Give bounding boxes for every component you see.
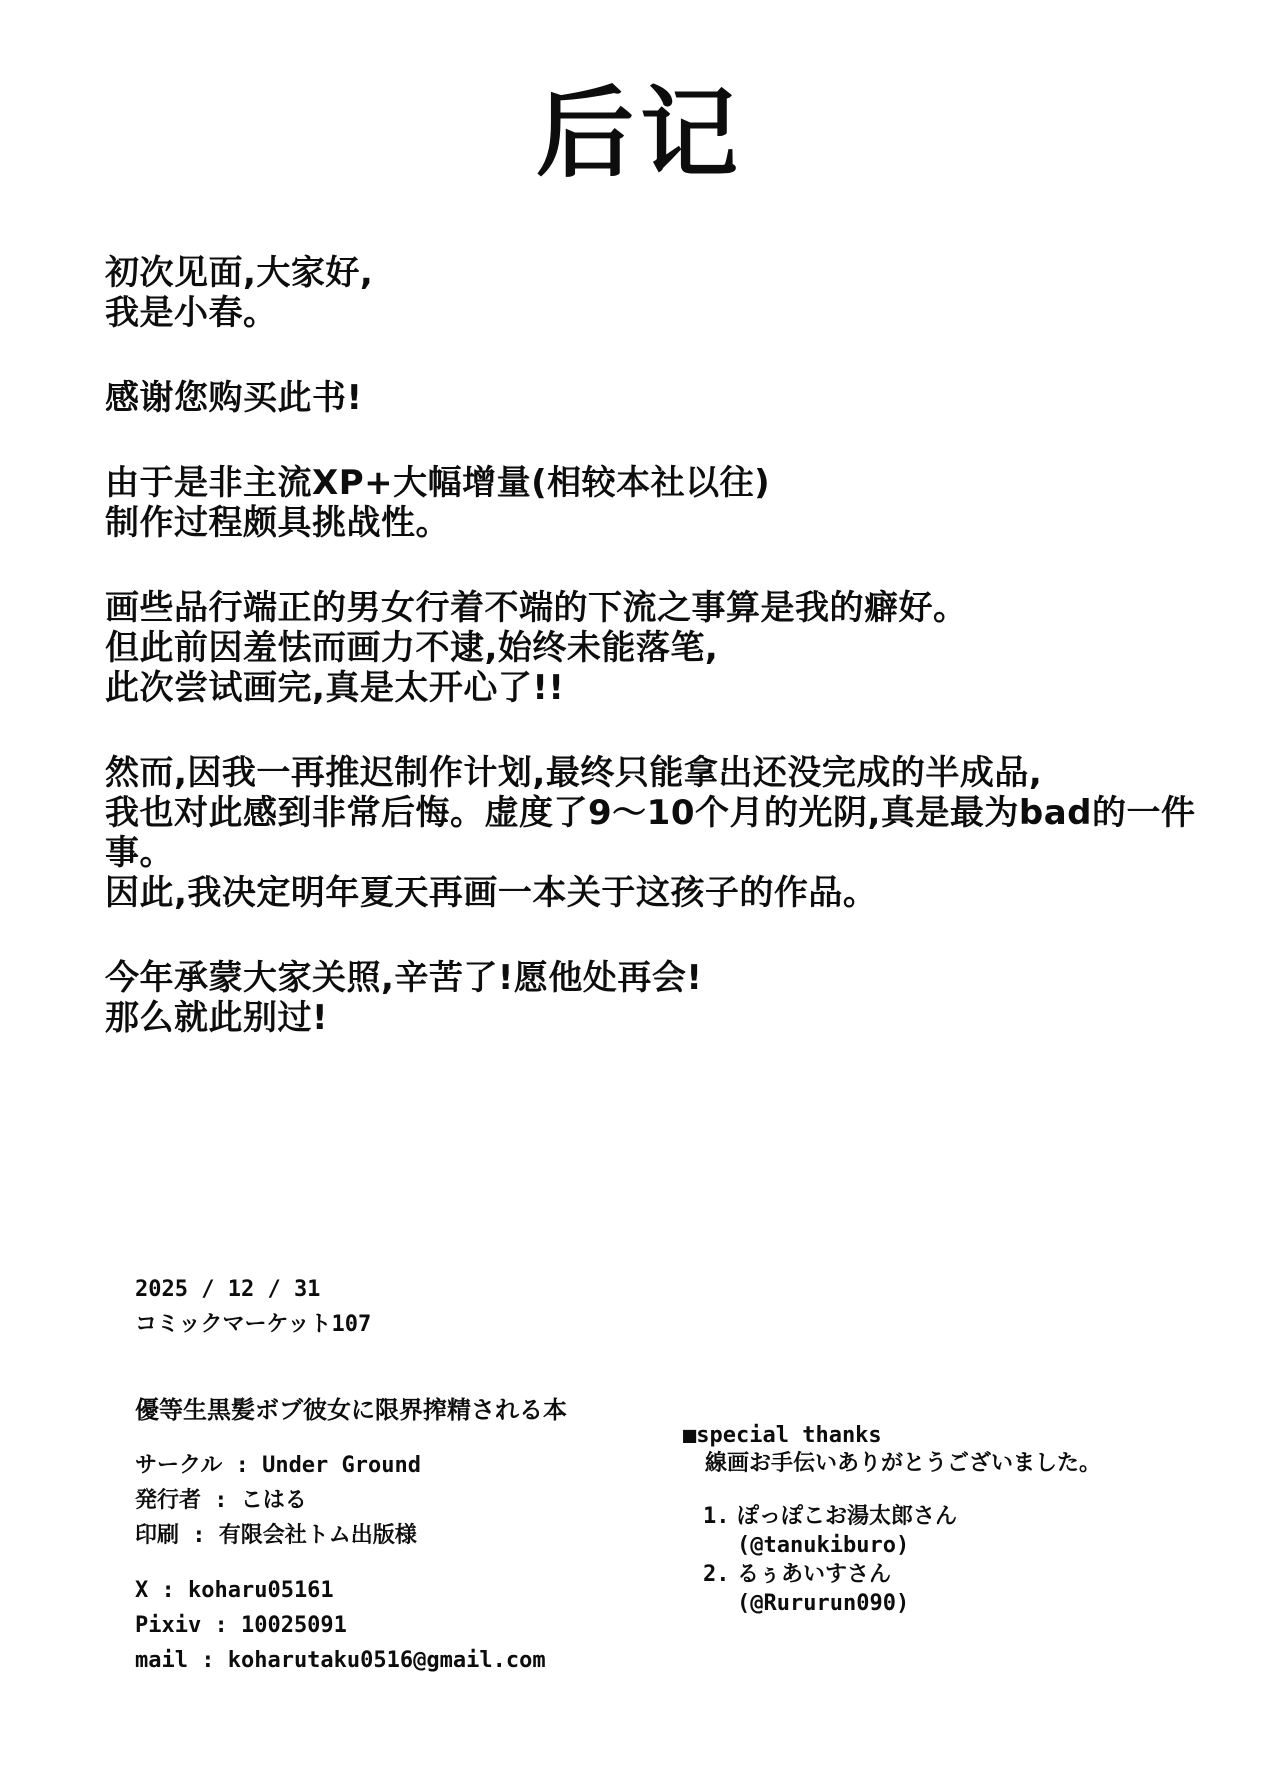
mail-address: mail : koharutaku0516@gmail.com bbox=[135, 1648, 546, 1673]
event-info bbox=[135, 1272, 567, 1342]
publisher-name: 発行者 : こはる bbox=[135, 1488, 307, 1513]
special-thanks-heading: ■special thanks bbox=[683, 1423, 882, 1448]
paragraph-line: 画些品行端正的男女行着不端的下流之事算是我的癖好。 bbox=[105, 588, 968, 628]
special-thanks-block bbox=[683, 1422, 1101, 1618]
printer-name: 印刷 : 有限会社トム出版様 bbox=[135, 1523, 417, 1548]
page-title: 后记 bbox=[535, 77, 744, 191]
paragraph-line: 制作过程颇具挑战性。 bbox=[105, 503, 450, 543]
paragraph-line: 我也对此感到非常后悔。虚度了9〜10个月的光阴,真是最为bad的一件事。 bbox=[105, 793, 1196, 873]
paragraph-line: 但此前因羞怯而画力不逮,始终未能落笔, bbox=[105, 628, 719, 668]
paragraph-line: 感谢您购买此书! bbox=[105, 378, 363, 418]
thanks-entry-name: るぅあいすさん bbox=[737, 1562, 892, 1587]
paragraph-thanks-for-buying bbox=[105, 378, 1215, 418]
special-thanks-subheading: 線画お手伝いありがとうございました。 bbox=[705, 1451, 1102, 1476]
book-title: 優等生黒髪ボブ彼女に限界搾精される本 bbox=[135, 1396, 567, 1424]
paragraph-line: 我是小春。 bbox=[105, 293, 278, 333]
paragraph-line: 然而,因我一再推迟制作计划,最终只能拿出还没完成的半成品, bbox=[105, 753, 1043, 793]
special-thanks-list bbox=[683, 1502, 1101, 1618]
paragraph-regret bbox=[105, 753, 1215, 913]
thanks-entry-name: ぽっぽこお湯太郎さん bbox=[737, 1504, 958, 1529]
paragraph-challenge bbox=[105, 463, 1215, 543]
paragraph-line: 因此,我决定明年夏天再画一本关于这孩子的作品。 bbox=[105, 873, 878, 913]
paragraph-farewell bbox=[105, 958, 1215, 1038]
paragraph-line: 此次尝试画完,真是太开心了!! bbox=[105, 668, 565, 708]
circle-name: サークル : Under Ground bbox=[135, 1453, 422, 1478]
paragraph-line: 由于是非主流XP+大幅增量(相较本社以往) bbox=[105, 463, 771, 503]
pixiv-account: Pixiv : 10025091 bbox=[135, 1613, 347, 1638]
x-account: X : koharu05161 bbox=[135, 1578, 334, 1603]
paragraph-line: 今年承蒙大家关照,辛苦了!愿他处再会! bbox=[105, 958, 703, 998]
paragraph-line: 那么就此别过! bbox=[105, 998, 329, 1038]
paragraph-preference bbox=[105, 588, 1215, 708]
thanks-entry-handle: (@Rururun090) bbox=[737, 1591, 910, 1616]
paragraph-greeting bbox=[105, 253, 1215, 333]
event-name: コミックマーケット107 bbox=[135, 1312, 372, 1337]
afterword-body bbox=[105, 253, 1215, 1083]
thanks-entry bbox=[703, 1502, 1101, 1560]
colophon-block bbox=[135, 1272, 567, 1678]
thanks-entry-number: 2. bbox=[703, 1562, 730, 1587]
thanks-entry bbox=[703, 1560, 1101, 1618]
paragraph-line: 初次见面,大家好, bbox=[105, 253, 374, 293]
credits-group bbox=[135, 1448, 567, 1553]
thanks-entry-number: 1. bbox=[703, 1504, 730, 1529]
thanks-entry-handle: (@tanukiburo) bbox=[737, 1533, 910, 1558]
publication-date: 2025 / 12 / 31 bbox=[135, 1277, 321, 1302]
contacts-group bbox=[135, 1573, 567, 1678]
